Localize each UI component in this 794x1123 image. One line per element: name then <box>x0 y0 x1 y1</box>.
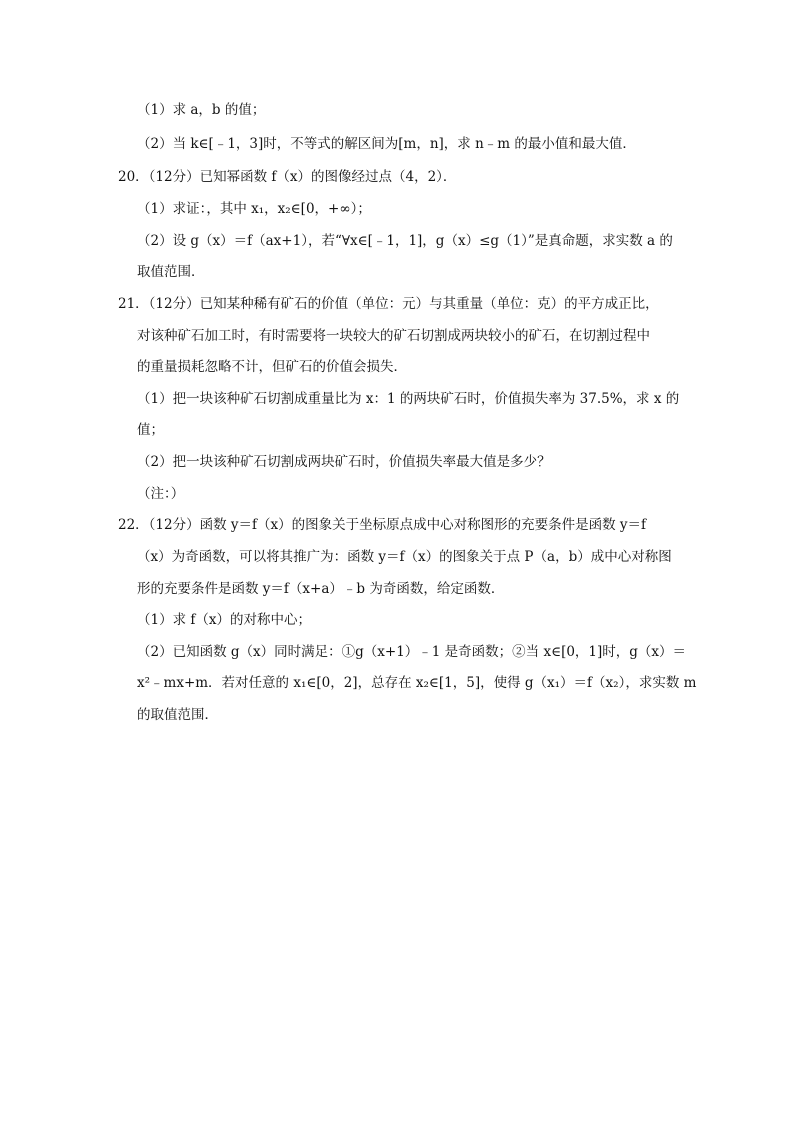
q21-part1-line2: 值； <box>137 422 164 438</box>
q21-stem-line3: 的重量损耗忽略不计，但矿石的价值会损失． <box>137 359 407 375</box>
q22-part2-line3: 的取值范围． <box>137 707 218 723</box>
q19-part1: （1）求 a，b 的值； <box>137 102 266 118</box>
q21-part2: （2）把一块该种矿石切割成两块矿石时，价值损失率最大值是多少？ <box>137 454 551 470</box>
q20-stem: 20．（12分）已知幂函数 f（x）的图像经过点（4，2）． <box>118 169 457 185</box>
q21-part1-line1: （1）把一块该种矿石切割成重量比为 x：1 的两块矿石时，价值损失率为 37.5%，求 x 的 <box>137 391 680 407</box>
q19-part2: （2）当 k∈[﹣1，3]时，不等式的解区间为[m，n]，求 n﹣m 的最小值和最大值． <box>137 136 636 152</box>
q20-part2-line1: （2）设 g（x）＝f（ax+1），若“∀x∈[﹣1，1]，g（x）≤g（1）”是真命题，求实数 a 的 <box>137 233 673 249</box>
q22-part2-line1: （2）已知函数 g（x）同时满足：①g（x+1）﹣1 是奇函数；②当 x∈[0，1]时，g（x）＝ <box>137 644 687 660</box>
q21-stem-line2: 对该种矿石加工时，有时需要将一块较大的矿石切割成两块较小的矿石，在切割过程中 <box>137 328 650 344</box>
q22-stem-line2: （x）为奇函数，可以将其推广为：函数 y＝f（x）的图象关于点 P（a，b）成中心对称图 <box>137 549 672 565</box>
q22-part1: （1）求 f（x）的对称中心； <box>137 612 311 628</box>
q22-stem-line1: 22．（12分）函数 y＝f（x）的图象关于坐标原点成中心对称图形的充要条件是函数 y＝f <box>118 517 647 533</box>
q20-part1: （1）求证：，其中 x₁，x₂∈[0，+∞）； <box>137 201 371 217</box>
q21-stem-line1: 21．（12分）已知某种稀有矿石的价值（单位：元）与其重量（单位：克）的平方成正比， <box>118 296 659 312</box>
q20-part2-line2: 取值范围． <box>137 264 205 280</box>
q21-note: （注：） <box>137 486 185 502</box>
q22-stem-line3: 形的充要条件是函数 y＝f（x+a）﹣b 为奇函数，给定函数． <box>137 581 505 597</box>
q22-part2-line2: x²﹣mx+m．若对任意的 x₁∈[0，2]，总存在 x₂∈[1，5]，使得 g（x₁）＝f（x₂），求实数 m <box>137 675 697 691</box>
